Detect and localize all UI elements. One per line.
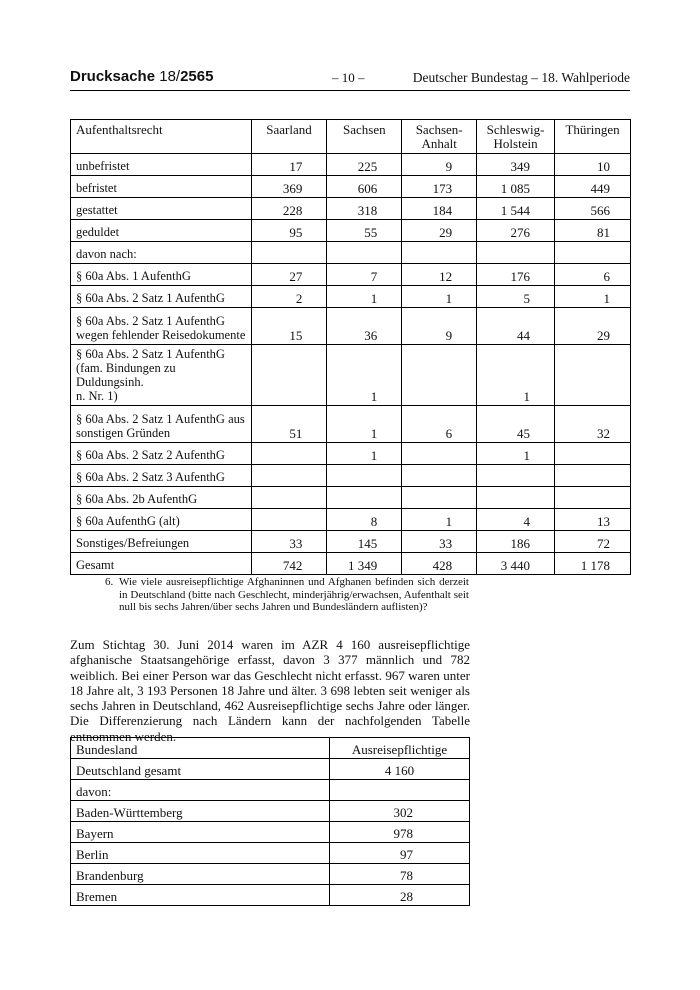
cell-value: 349: [477, 154, 555, 176]
cell-value: 742: [251, 553, 327, 575]
cell-value: [251, 443, 327, 465]
residence-status-table: [70, 119, 631, 575]
table-row: [71, 801, 470, 822]
table-row: [71, 406, 631, 443]
cell-value: [402, 443, 477, 465]
cell-value: [251, 242, 327, 264]
answer-paragraph: Zum Stichtag 30. Juni 2014 waren im AZR 4 160 ausreisepflichtige afghanische Staatsangehörige erfasst, davon 3 377 männlich und 782 weiblich. Bei einer Person war das Geschlecht nicht erfasst. 967 waren unter 18 Jahre alt, 3 193 Personen 18 Jahre und älter. 3 698 lebten seit weniger als sechs Jahren in Deutschland, 462 Ausreisepflichtige sechs Jahre oder länger. Die Differenzierung nach Ländern kann der nachfolgenden Tabelle entnommen werden.: [70, 637, 470, 744]
row-label: § 60a Abs. 2 Satz 1 AufenthG aus sonstigen Gründen: [71, 406, 252, 443]
row-label: § 60a Abs. 2 Satz 1 AufenthG (fam. Bindungen zu Duldungsinh. n. Nr. 1): [71, 345, 252, 406]
table-row: [71, 759, 470, 780]
cell-value: [327, 242, 402, 264]
cell-value: 97: [330, 843, 470, 864]
row-label: geduldet: [71, 220, 252, 242]
table-row: [71, 308, 631, 345]
cell-value: 1 178: [555, 553, 631, 575]
question-text: Wie viele ausreisepflichtige Afghaninnen und Afghanen befinden sich derzeit in Deutschland (bitte nach Geschlecht, minderjährig/erwachsen, Aufenthalt seit null bis sechs Jahren/über sechs Jahren und Bundesländern auflisten)?: [119, 576, 469, 613]
question-number: 6.: [105, 576, 114, 588]
table-row: [71, 220, 631, 242]
cell-value: 606: [327, 176, 402, 198]
cell-value: 33: [402, 531, 477, 553]
cell-value: 1: [555, 286, 631, 308]
cell-value: 13: [555, 509, 631, 531]
cell-value: [402, 345, 477, 406]
row-label: Gesamt: [71, 553, 252, 575]
cell-value: [555, 443, 631, 465]
column-header: Bundesland: [71, 738, 330, 759]
cell-value: 1: [327, 443, 402, 465]
question-6: [105, 576, 469, 614]
cell-value: 72: [555, 531, 631, 553]
cell-value: 81: [555, 220, 631, 242]
cell-value: [402, 487, 477, 509]
row-label: § 60a Abs. 2 Satz 1 AufenthG wegen fehlender Reisedokumente: [71, 308, 252, 345]
cell-value: [402, 465, 477, 487]
row-label: Brandenburg: [71, 864, 330, 885]
cell-value: 8: [327, 509, 402, 531]
cell-value: [251, 487, 327, 509]
cell-value: [251, 509, 327, 531]
table-row: [71, 465, 631, 487]
cell-value: 9: [402, 308, 477, 345]
cell-value: 228: [251, 198, 327, 220]
row-label: § 60a Abs. 2 Satz 1 AufenthG: [71, 286, 252, 308]
cell-value: 978: [330, 822, 470, 843]
cell-value: [555, 487, 631, 509]
cell-value: 566: [555, 198, 631, 220]
cell-value: 186: [477, 531, 555, 553]
cell-value: 2: [251, 286, 327, 308]
row-label: Baden-Württemberg: [71, 801, 330, 822]
column-header: Schleswig- Holstein: [477, 120, 555, 154]
column-header: Ausreisepflichtige: [330, 738, 470, 759]
table-row: [71, 822, 470, 843]
column-header: Sachsen: [327, 120, 402, 154]
row-label: befristet: [71, 176, 252, 198]
cell-value: 6: [555, 264, 631, 286]
table-row: [71, 864, 470, 885]
cell-value: [402, 242, 477, 264]
cell-value: [330, 780, 470, 801]
cell-value: 302: [330, 801, 470, 822]
cell-value: 1 085: [477, 176, 555, 198]
cell-value: [477, 242, 555, 264]
cell-value: [327, 465, 402, 487]
cell-value: 3 440: [477, 553, 555, 575]
cell-value: 9: [402, 154, 477, 176]
table-row: [71, 843, 470, 864]
row-label: Deutschland gesamt: [71, 759, 330, 780]
cell-value: 27: [251, 264, 327, 286]
cell-value: [251, 465, 327, 487]
cell-value: 4 160: [330, 759, 470, 780]
cell-value: 6: [402, 406, 477, 443]
row-label: § 60a Abs. 2 Satz 2 AufenthG: [71, 443, 252, 465]
cell-value: 184: [402, 198, 477, 220]
row-label: Sonstiges/Befreiungen: [71, 531, 252, 553]
cell-value: 10: [555, 154, 631, 176]
cell-value: [555, 465, 631, 487]
cell-value: 55: [327, 220, 402, 242]
cell-value: 51: [251, 406, 327, 443]
cell-value: 1 544: [477, 198, 555, 220]
row-label: § 60a AufenthG (alt): [71, 509, 252, 531]
row-label: § 60a Abs. 2 Satz 3 AufenthG: [71, 465, 252, 487]
cell-value: 1: [477, 443, 555, 465]
cell-value: 4: [477, 509, 555, 531]
table-row: [71, 509, 631, 531]
cell-value: 1: [327, 345, 402, 406]
cell-value: 1: [402, 509, 477, 531]
cell-value: 29: [555, 308, 631, 345]
cell-value: 29: [402, 220, 477, 242]
row-label: gestattet: [71, 198, 252, 220]
page-number: – 10 –: [332, 70, 365, 85]
cell-value: 1: [327, 406, 402, 443]
row-label: Bremen: [71, 885, 330, 906]
cell-value: 45: [477, 406, 555, 443]
cell-value: 28: [330, 885, 470, 906]
cell-value: 17: [251, 154, 327, 176]
table-row: [71, 443, 631, 465]
table-row: [71, 487, 631, 509]
column-header: Aufenthaltsrecht: [71, 120, 252, 154]
cell-value: 369: [251, 176, 327, 198]
table-header-row: [71, 738, 470, 759]
cell-value: 276: [477, 220, 555, 242]
cell-value: 176: [477, 264, 555, 286]
cell-value: 1: [477, 345, 555, 406]
cell-value: [251, 345, 327, 406]
document-number: Drucksache 18/2565: [70, 68, 214, 85]
cell-value: [477, 465, 555, 487]
page-header: [70, 68, 630, 91]
cell-value: [555, 242, 631, 264]
row-label: unbefristet: [71, 154, 252, 176]
cell-value: [555, 345, 631, 406]
column-header: Sachsen- Anhalt: [402, 120, 477, 154]
cell-value: 15: [251, 308, 327, 345]
cell-value: 33: [251, 531, 327, 553]
table-row: [71, 242, 631, 264]
cell-value: [327, 487, 402, 509]
cell-value: 1: [402, 286, 477, 308]
cell-value: 95: [251, 220, 327, 242]
row-label: § 60a Abs. 2b AufenthG: [71, 487, 252, 509]
table-row: [71, 553, 631, 575]
column-header: Saarland: [251, 120, 327, 154]
table-row: [71, 885, 470, 906]
table-row: [71, 264, 631, 286]
cell-value: 318: [327, 198, 402, 220]
cell-value: [477, 487, 555, 509]
cell-value: 428: [402, 553, 477, 575]
table-row: [71, 198, 631, 220]
cell-value: 44: [477, 308, 555, 345]
table-row: [71, 780, 470, 801]
table-header-row: [71, 120, 631, 154]
cell-value: 225: [327, 154, 402, 176]
cell-value: 5: [477, 286, 555, 308]
cell-value: 36: [327, 308, 402, 345]
table-row: [71, 154, 631, 176]
cell-value: 12: [402, 264, 477, 286]
cell-value: 1: [327, 286, 402, 308]
row-label: davon:: [71, 780, 330, 801]
row-label: davon nach:: [71, 242, 252, 264]
row-label: Bayern: [71, 822, 330, 843]
parliament-label: Deutscher Bundestag – 18. Wahlperiode: [412, 70, 630, 85]
federal-states-table: [70, 737, 470, 906]
table-row: [71, 286, 631, 308]
cell-value: 78: [330, 864, 470, 885]
column-header: Thüringen: [555, 120, 631, 154]
table-row: [71, 531, 631, 553]
row-label: § 60a Abs. 1 AufenthG: [71, 264, 252, 286]
table-row: [71, 345, 631, 406]
cell-value: 449: [555, 176, 631, 198]
cell-value: 1 349: [327, 553, 402, 575]
cell-value: 173: [402, 176, 477, 198]
cell-value: 7: [327, 264, 402, 286]
cell-value: 145: [327, 531, 402, 553]
cell-value: 32: [555, 406, 631, 443]
table-row: [71, 176, 631, 198]
row-label: Berlin: [71, 843, 330, 864]
